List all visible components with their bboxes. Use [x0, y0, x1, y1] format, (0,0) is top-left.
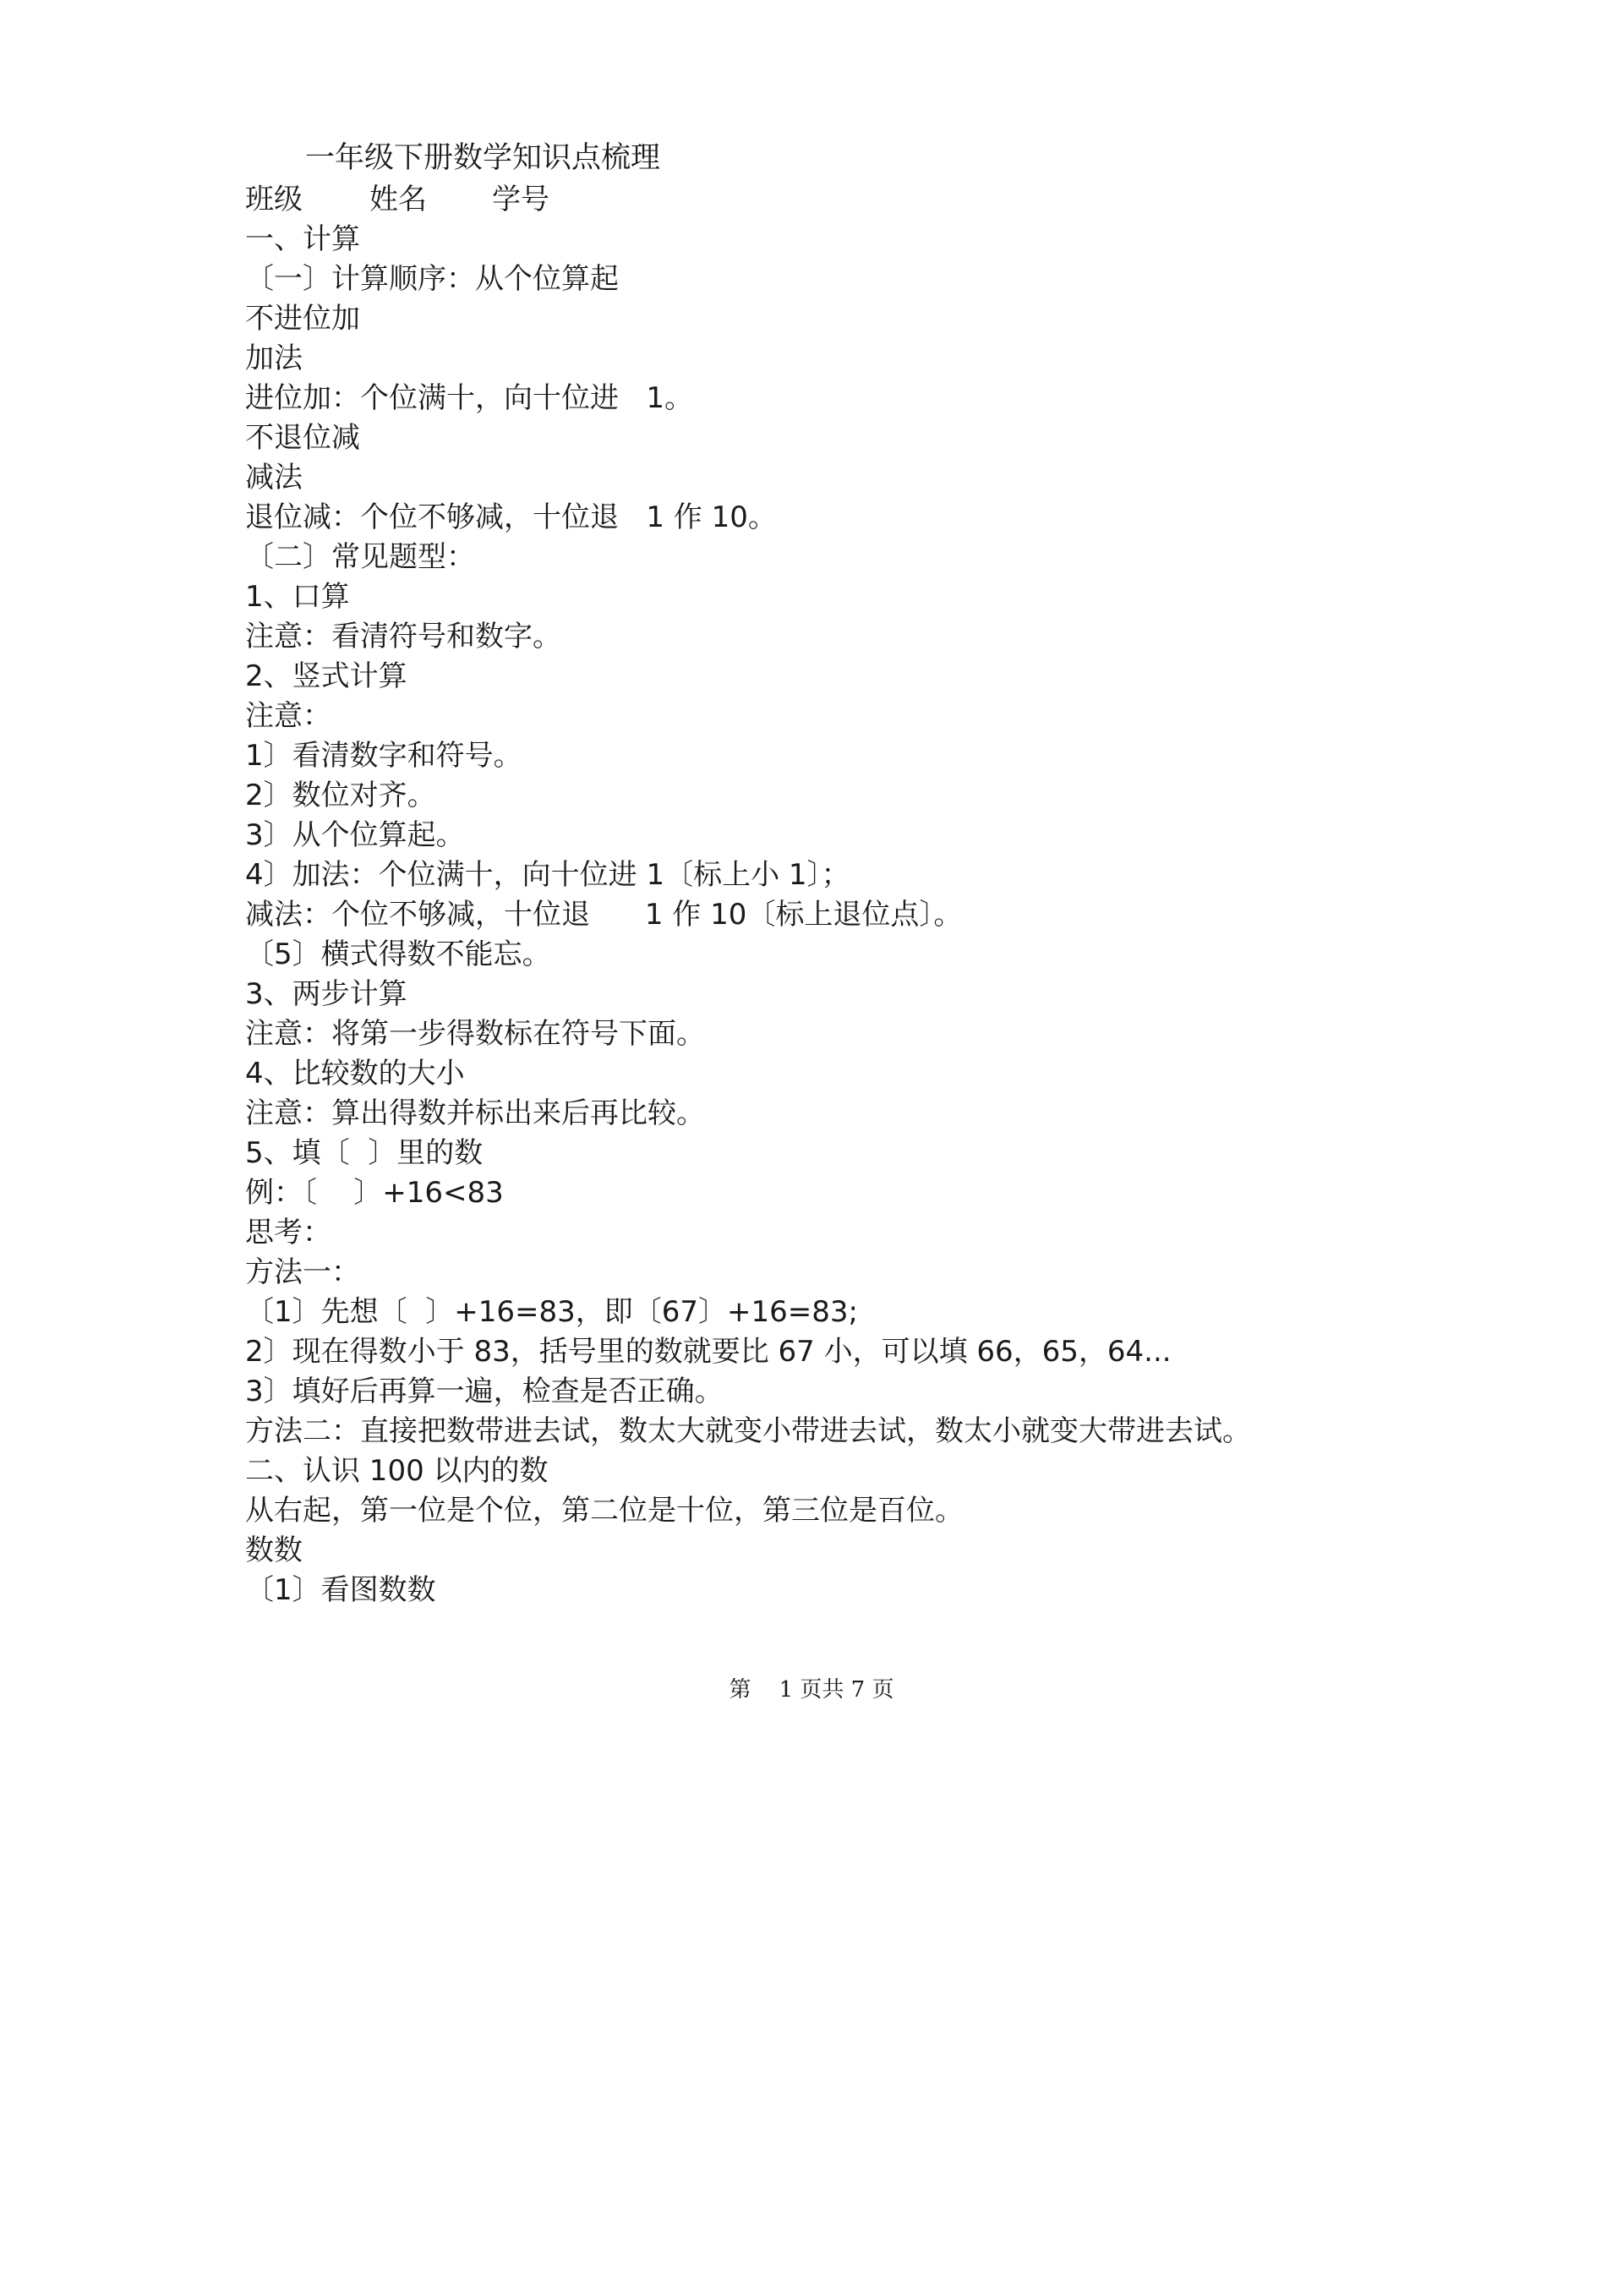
text-line: 3〕填好后再算一遍，检查是否正确。 [245, 1375, 724, 1408]
student-info-row [245, 180, 1564, 220]
text-line: 注意：看清符号和数字。 [245, 620, 561, 653]
text-line: 方法二：直接把数带进去试，数太大就变小带进去试，数太小就变大带进去试。 [245, 1414, 1251, 1448]
text-line: 一、计算 [245, 222, 360, 256]
document-body [245, 180, 1564, 1610]
text-line: 3〕从个位算起。 [245, 818, 465, 852]
text-line: 2〕数位对齐。 [245, 779, 436, 812]
text-line: 1〕看清数字和符号。 [245, 739, 522, 773]
text-line: 〔1〕先想〔 〕+16=83，即〔67〕+16=83; [245, 1295, 858, 1329]
text-line: 4、比较数的大小 [245, 1057, 465, 1091]
text-line: 二、认识 100 以内的数 [245, 1454, 549, 1488]
text-line: 例：〔 〕+16<83 [245, 1176, 504, 1210]
text-line: 4〕加法：个位满十，向十位进 1〔标上小 1〕； [245, 858, 850, 892]
page-number-footer: 第 1 页共 7 页 [729, 1677, 894, 1703]
text-line: 3、两步计算 [245, 977, 407, 1011]
text-line: 减法 [245, 461, 303, 495]
text-line: 方法一： [245, 1255, 360, 1289]
text-line: 进位加：个位满十，向十位进 1。 [245, 381, 694, 415]
text-line: 加法 [245, 342, 303, 375]
text-line: 不退位减 [245, 421, 360, 455]
text-line: 〔二〕常见题型： [245, 540, 475, 574]
text-line: 〔1〕看图数数 [245, 1573, 436, 1607]
text-line: 〔5〕横式得数不能忘。 [245, 938, 551, 971]
text-line: 注意： [245, 699, 331, 733]
text-line: 数数 [245, 1533, 303, 1567]
text-line: 2〕现在得数小于 83，括号里的数就要比 67 小，可以填 66，65，64... [245, 1335, 1172, 1369]
text-line: 5、填〔 〕里的数 [245, 1136, 484, 1170]
text-line: 注意：算出得数并标出来后再比较。 [245, 1096, 705, 1130]
class-label: 班级 [245, 183, 303, 216]
text-line: 1、口算 [245, 580, 350, 614]
text-line: 〔一〕计算顺序：从个位算起 [245, 262, 619, 296]
text-line: 退位减：个位不够减，十位退 1 作 10。 [245, 500, 777, 534]
student-id-label: 学号 [492, 183, 549, 216]
name-label: 姓名 [369, 183, 427, 216]
text-line: 减法：个位不够减，十位退 1 作 10〔标上退位点〕。 [245, 898, 963, 932]
text-line: 思考： [245, 1216, 331, 1249]
text-line: 从右起，第一位是个位，第二位是十位，第三位是百位。 [245, 1494, 964, 1528]
text-line: 注意：将第一步得数标在符号下面。 [245, 1017, 705, 1051]
document-title: 一年级下册数学知识点梳理 [305, 141, 661, 175]
text-line: 2、竖式计算 [245, 659, 407, 693]
text-line: 不进位加 [245, 302, 360, 336]
